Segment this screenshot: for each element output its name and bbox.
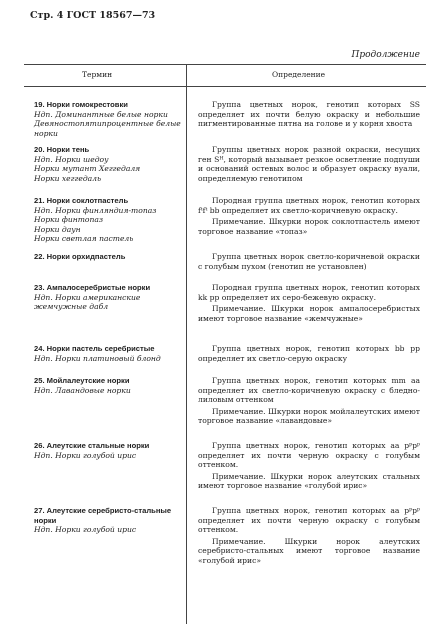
- definition-paragraph: Группы цветных норок разной окраски, несущих ген Sᴴ, который вызывает резкое осветление подпуши и оснований остевых волос и образует окраску вуали, определяемую генотипом: [198, 145, 420, 183]
- term-synonym: Норки финтопаз: [34, 215, 104, 224]
- term-title: 21. Норки соклотпастель: [34, 196, 129, 205]
- term-synonym: Ндп. Лавандовые норки: [34, 385, 131, 395]
- definition-paragraph: Группа цветных норок, генотип которых aa pᵖpᵖ определяет их почти черную окраску с голубым оттенком.: [198, 506, 420, 534]
- term-title: 25. Мойлалеутские норки: [34, 376, 130, 385]
- definition-cell: [198, 100, 420, 129]
- term-cell: [34, 441, 184, 460]
- definition-paragraph: Группа цветных норок, генотип которых aa pᵖpᵖ определяет их почти черную окраску с голубым оттенком.: [198, 441, 420, 469]
- term-synonym: Ндп. Норки американские жемчужные дабл: [34, 292, 141, 311]
- term-synonym: Ндп. Норки платиновый блонд: [34, 353, 161, 363]
- definition-paragraph: Группа цветных норок, генотип которых mm aa определяет их светло-коричневую окраску с бледно-лиловым оттенком: [198, 376, 420, 404]
- column-divider: [186, 64, 187, 624]
- definition-paragraph: Группа цветных норок, генотип которых bb pp определяет их светло-серую окраску: [198, 344, 420, 363]
- definition-paragraph: Группа цветных норок светло-коричневой окраски с голубым пухом (генотип не установлен): [198, 252, 420, 271]
- term-title: 23. Ампалосеребристые норки: [34, 283, 151, 292]
- definition-cell: [198, 441, 420, 491]
- term-cell: [34, 145, 184, 183]
- term-title: 27. Алеутские серебристо-стальные норки: [34, 506, 172, 525]
- continuation-label: Продолжение: [351, 50, 420, 60]
- definition-cell: [198, 196, 420, 236]
- term-cell: [34, 252, 184, 262]
- definition-cell: [198, 283, 420, 323]
- term-synonym: Норки светлая пастель: [34, 234, 134, 243]
- term-title: 19. Норки гомокрестовки: [34, 100, 128, 109]
- term-synonym: Норки хеггедаль: [34, 173, 102, 183]
- definition-paragraph: Породная группа цветных норок, генотип которых fᵗfᵗ bb определяет их светло-коричневую окраску.: [198, 196, 420, 215]
- term-synonym: Ндп. Норки финляндия-топаз: [34, 205, 157, 215]
- table-header-rule: [24, 86, 426, 87]
- column-header-definition: Определение: [272, 70, 326, 79]
- term-synonym: Ндп. Норки голубой ирис: [34, 450, 137, 460]
- term-synonym: Девяностопятипроцентные белые норки: [34, 119, 181, 138]
- definition-paragraph: Примечание. Шкурки норок алеутских стальных имеют торговое название «голубой ирис»: [198, 471, 420, 490]
- term-cell: [34, 376, 184, 395]
- term-synonym: Норки даун: [34, 224, 81, 234]
- definition-paragraph: Группа цветных норок, генотип которых SS определяет их почти белую окраску и небольшие пигментированные пятна на голове и у корня хвоста: [198, 100, 420, 128]
- table-top-rule: [24, 64, 426, 65]
- term-synonym: Ндп. Доминантные белые норки: [34, 109, 168, 119]
- definition-paragraph: Примечание. Шкурки норок мойлалеутских имеют торговое название «лавандовые»: [198, 406, 420, 425]
- definition-paragraph: Примечание. Шкурки норок соклотпастель имеют торговое название «топаз»: [198, 217, 420, 236]
- page-header: Стр. 4 ГОСТ 18567—73: [30, 10, 156, 21]
- definition-paragraph: Породная группа цветных норок, генотип которых kk pp определяет их серо-бежевую окраску.: [198, 283, 420, 302]
- term-cell: [34, 506, 184, 535]
- term-synonym: Норки мутант Хеггедаля: [34, 164, 141, 173]
- definition-paragraph: Примечание. Шкурки норок алеутских серебристо-стальных имеют торговое название «голубой ирис»: [198, 536, 420, 565]
- term-title: 26. Алеутские стальные норки: [34, 441, 150, 450]
- term-cell: [34, 344, 184, 363]
- definition-cell: [198, 376, 420, 426]
- definition-cell: [198, 506, 420, 565]
- term-title: 20. Норки тень: [34, 145, 90, 154]
- term-title: 24. Норки пастель серебристые: [34, 344, 155, 353]
- definition-cell: [198, 145, 420, 183]
- term-cell: [34, 283, 184, 312]
- term-synonym: Ндп. Норки шедоу: [34, 154, 109, 164]
- definition-cell: [198, 252, 420, 271]
- column-header-term: Термин: [82, 70, 113, 79]
- term-title: 22. Норки орхидпастель: [34, 252, 126, 261]
- definition-cell: [198, 344, 420, 363]
- definition-paragraph: Примечание. Шкурки норок ампалосеребристых имеют торговое название «жемчужные»: [198, 304, 420, 323]
- term-synonym: Ндп. Норки голубой ирис: [34, 525, 137, 534]
- term-cell: [34, 196, 184, 244]
- term-cell: [34, 100, 184, 138]
